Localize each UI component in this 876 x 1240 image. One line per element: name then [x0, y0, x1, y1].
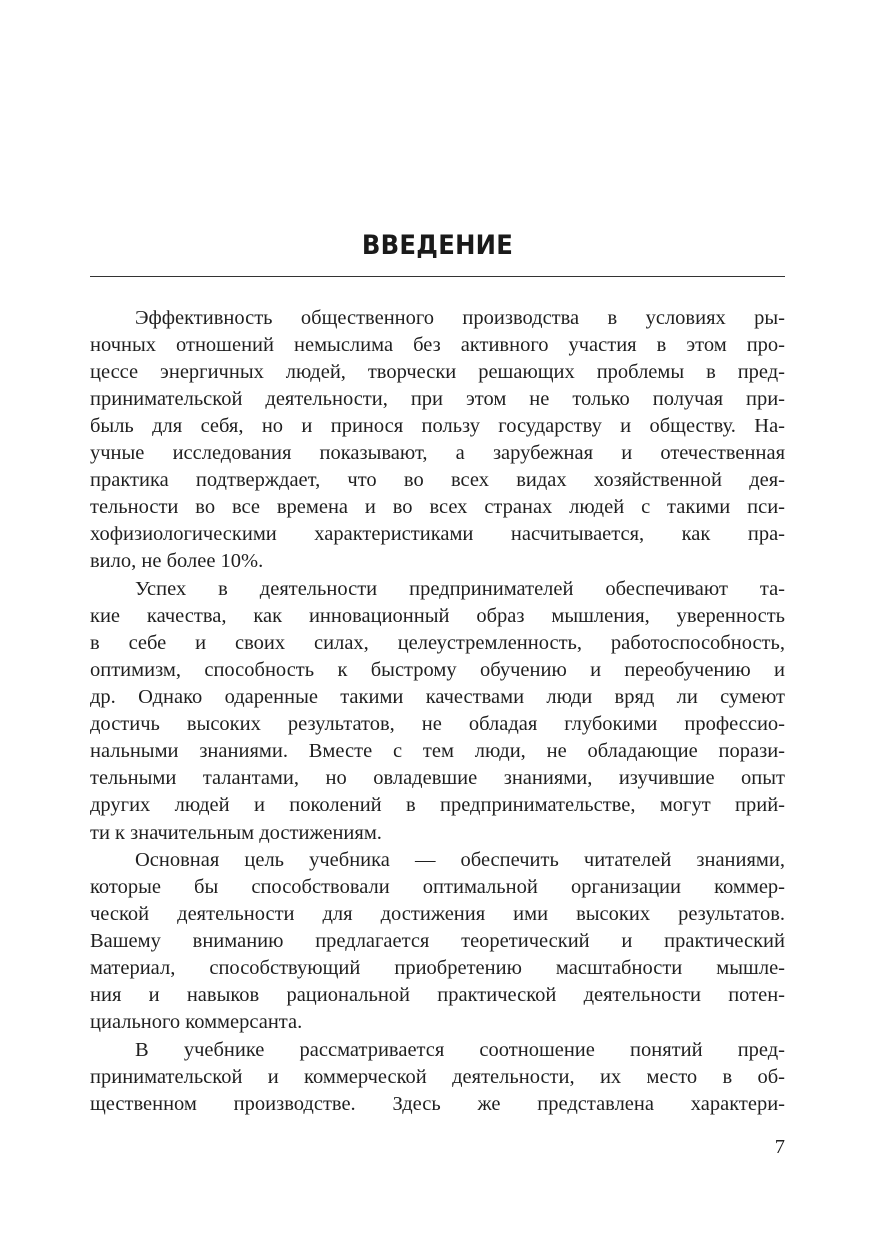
text-line: ния и навыков рациональной практической деятельности потен-: [90, 984, 785, 1006]
text-line: тельности во все времена и во всех странах людей с такими пси-: [90, 496, 785, 518]
text-line: В учебнике рассматривается соотношение понятий пред-: [135, 1039, 785, 1061]
text-line: тельными талантами, но овладевшие знаниями, изучившие опыт: [90, 767, 785, 789]
text-line: принимательской деятельности, при этом не только получая при-: [90, 388, 785, 410]
text-line: других людей и поколений в предпринимательстве, могут прий-: [90, 794, 785, 816]
text-line: щественном производстве. Здесь же представлена характери-: [90, 1093, 785, 1115]
text-line: ночных отношений немыслима без активного участия в этом про-: [90, 334, 785, 356]
text-line: хофизиологическими характеристиками насчитывается, как пра-: [90, 523, 785, 545]
text-line: ческой деятельности для достижения ими высоких результатов.: [90, 903, 785, 925]
text-line: принимательской и коммерческой деятельности, их место в об-: [90, 1066, 785, 1088]
text-line: цессе энергичных людей, творчески решающих проблемы в пред-: [90, 361, 785, 383]
text-line: нальными знаниями. Вместе с тем люди, не обладающие порази-: [90, 740, 785, 762]
text-line: быль для себя, но и принося пользу государству и обществу. На-: [90, 415, 785, 437]
text-line: оптимизм, способность к быстрому обучению и переобучению и: [90, 659, 785, 681]
text-line: Основная цель учебника — обеспечить читателей знаниями,: [135, 849, 785, 871]
text-line: Вашему вниманию предлагается теоретический и практический: [90, 930, 785, 952]
text-line: ти к значительным достижениям.: [90, 822, 382, 844]
text-line: Успех в деятельности предпринимателей обеспечивают та-: [135, 578, 785, 600]
text-line: кие качества, как инновационный образ мышления, уверенность: [90, 605, 785, 627]
text-line: циального коммерсанта.: [90, 1011, 303, 1033]
text-line: материал, способствующий приобретению масштабности мышле-: [90, 957, 785, 979]
text-line: достичь высоких результатов, не обладая глубокими профессио-: [90, 713, 785, 735]
text-line: учные исследования показывают, а зарубежная и отечественная: [90, 442, 785, 464]
text-line: вило, не более 10%.: [90, 550, 264, 572]
page-number: 7: [774, 1136, 785, 1158]
page-title: ВВЕДЕНИЕ: [361, 230, 514, 261]
text-line: др. Однако одаренные такими качествами люди вряд ли сумеют: [90, 686, 785, 708]
text-line: в себе и своих силах, целеустремленность, работоспособность,: [90, 632, 785, 654]
text-line: практика подтверждает, что во всех видах хозяйственной дея-: [90, 469, 785, 491]
title-rule: [90, 276, 785, 277]
text-line: которые бы способствовали оптимальной организации коммер-: [90, 876, 785, 898]
text-line: Эффективность общественного производства в условиях ры-: [135, 307, 785, 329]
